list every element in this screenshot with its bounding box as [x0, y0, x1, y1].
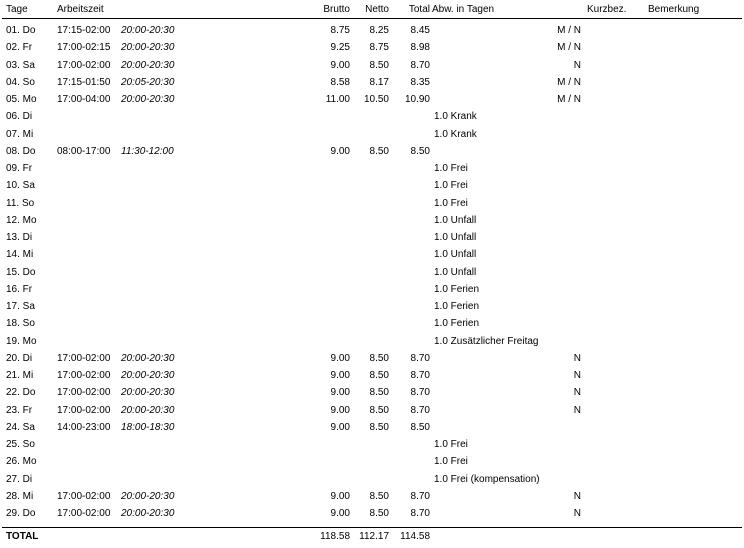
absence-cell: 1.0 Unfall	[434, 266, 477, 278]
day-cell: 08. Do	[6, 145, 36, 157]
day-cell: 11. So	[6, 197, 35, 209]
total-cell: 8.45	[410, 25, 430, 36]
work-time-cell: 17:15-02:00	[57, 25, 111, 36]
total-brutto: 118.58	[320, 531, 350, 542]
table-row	[0, 22, 744, 39]
kurzbez-cell: N	[573, 352, 581, 364]
total-cell: 8.70	[410, 490, 430, 502]
header-abw: Abw. in Tagen	[432, 4, 495, 15]
day-cell: 21. Mi	[6, 370, 34, 381]
header-divider	[2, 18, 742, 19]
brutto-cell: 9.00	[330, 145, 350, 157]
day-cell: 23. Fr	[6, 404, 33, 416]
brutto-cell: 9.25	[330, 42, 350, 54]
break-time-cell: 18:00-18:30	[121, 421, 175, 433]
total-cell: 8.50	[410, 421, 430, 433]
day-cell: 14. Mi	[6, 249, 34, 261]
netto-cell: 8.50	[369, 145, 389, 157]
brutto-cell: 9.00	[330, 352, 350, 364]
table-row	[0, 350, 744, 367]
table-row	[0, 195, 744, 212]
netto-cell: 8.50	[369, 59, 389, 71]
header-bemerkung: Bemerkung	[648, 4, 700, 15]
netto-cell: 8.50	[369, 404, 389, 416]
day-cell: 29. Do	[6, 508, 36, 519]
table-row	[0, 436, 744, 453]
table-row	[0, 402, 744, 419]
day-cell: 19. Mo	[6, 335, 37, 347]
break-time-cell: 20:00-20:30	[121, 59, 175, 71]
day-cell: 13. Di	[6, 232, 33, 243]
day-cell: 24. Sa	[6, 421, 35, 433]
brutto-cell: 9.00	[330, 59, 350, 71]
total-cell: 8.70	[410, 370, 430, 381]
netto-cell: 8.17	[369, 76, 389, 88]
day-cell: 25. So	[6, 439, 35, 450]
work-time-cell: 17:00-02:00	[57, 404, 111, 416]
total-cell: 8.98	[410, 42, 430, 54]
table-row	[0, 264, 744, 281]
header-total: Total	[408, 4, 430, 15]
netto-cell: 8.75	[369, 42, 389, 54]
netto-cell: 8.50	[369, 490, 389, 502]
brutto-cell: 9.00	[330, 387, 350, 399]
netto-cell: 8.50	[369, 387, 389, 399]
total-cell: 8.70	[410, 508, 430, 519]
table-row	[0, 74, 744, 91]
total-cell: 8.35	[410, 76, 430, 88]
table-row	[0, 281, 744, 298]
work-time-cell: 17:15-01:50	[57, 76, 111, 88]
absence-cell: 1.0 Krank	[434, 128, 477, 140]
work-time-cell: 17:00-04:00	[57, 94, 111, 105]
break-time-cell: 20:00-20:30	[121, 508, 175, 519]
kurzbez-cell: N	[573, 370, 581, 381]
table-row	[0, 57, 744, 74]
absence-cell: 1.0 Krank	[434, 111, 477, 123]
netto-cell: 8.50	[369, 508, 389, 519]
break-time-cell: 20:00-20:30	[121, 94, 175, 105]
day-cell: 10. Sa	[6, 180, 35, 192]
break-time-cell: 20:00-20:30	[121, 25, 175, 36]
day-cell: 26. Mo	[6, 456, 37, 468]
total-cell: 8.70	[410, 404, 430, 416]
netto-cell: 8.50	[369, 370, 389, 381]
table-row	[0, 505, 744, 522]
netto-cell: 10.50	[363, 94, 389, 105]
break-time-cell: 20:00-20:30	[121, 387, 175, 399]
work-time-cell: 17:00-02:00	[57, 59, 111, 71]
day-cell: 04. So	[6, 76, 35, 88]
break-time-cell: 20:05-20:30	[121, 76, 175, 88]
day-cell: 05. Mo	[6, 94, 37, 105]
work-time-cell: 17:00-02:15	[57, 42, 111, 54]
total-cell: 8.50	[410, 145, 430, 157]
day-cell: 02. Fr	[6, 42, 33, 54]
absence-cell: 1.0 Ferien	[434, 301, 480, 312]
break-time-cell: 20:00-20:30	[121, 352, 175, 364]
netto-cell: 8.25	[369, 25, 389, 36]
kurzbez-cell: M / N	[557, 42, 581, 54]
table-row	[0, 384, 744, 401]
table-row	[0, 91, 744, 108]
brutto-cell: 9.00	[330, 370, 350, 381]
total-cell: 10.90	[404, 94, 430, 105]
day-cell: 17. Sa	[6, 301, 35, 312]
brutto-cell: 8.58	[330, 76, 350, 88]
kurzbez-cell: M / N	[557, 94, 581, 105]
total-netto: 112.17	[359, 531, 389, 542]
brutto-cell: 9.00	[330, 508, 350, 519]
day-cell: 01. Do	[6, 25, 36, 36]
break-time-cell: 11:30-12:00	[121, 145, 174, 157]
absence-cell: 1.0 Frei	[434, 163, 468, 174]
day-cell: 15. Do	[6, 266, 36, 278]
work-time-cell: 14:00-23:00	[57, 421, 111, 433]
table-row	[0, 419, 744, 436]
header-kurzbez: Kurzbez.	[587, 4, 627, 15]
day-cell: 18. So	[6, 318, 35, 330]
day-cell: 28. Mi	[6, 490, 34, 502]
table-row	[0, 212, 744, 229]
table-row	[0, 229, 744, 246]
work-time-cell: 17:00-02:00	[57, 370, 111, 381]
brutto-cell: 8.75	[330, 25, 350, 36]
header-netto: Netto	[365, 4, 389, 15]
table-row	[0, 160, 744, 177]
break-time-cell: 20:00-20:30	[121, 42, 175, 54]
netto-cell: 8.50	[369, 421, 389, 433]
day-cell: 12. Mo	[6, 214, 37, 226]
table-row	[0, 488, 744, 505]
total-cell: 8.70	[410, 352, 430, 364]
kurzbez-cell: N	[573, 404, 581, 416]
table-row	[0, 143, 744, 160]
break-time-cell: 20:00-20:30	[121, 404, 175, 416]
table-row	[0, 108, 744, 125]
work-time-cell: 08:00-17:00	[57, 145, 111, 157]
day-cell: 03. Sa	[6, 59, 35, 71]
table-row	[0, 453, 744, 470]
day-cell: 22. Do	[6, 387, 36, 399]
day-cell: 09. Fr	[6, 163, 33, 174]
table-row	[0, 367, 744, 384]
work-time-cell: 17:00-02:00	[57, 352, 111, 364]
absence-cell: 1.0 Frei	[434, 456, 468, 468]
kurzbez-cell: N	[573, 387, 581, 399]
kurzbez-cell: N	[573, 490, 581, 502]
break-time-cell: 20:00-20:30	[121, 370, 175, 381]
absence-cell: 1.0 Frei	[434, 197, 468, 209]
absence-cell: 1.0 Frei	[434, 439, 468, 450]
table-row	[0, 298, 744, 315]
table-row	[0, 246, 744, 263]
total-cell: 8.70	[410, 59, 430, 71]
absence-cell: 1.0 Frei	[434, 180, 468, 192]
day-cell: 07. Mi	[6, 128, 34, 140]
table-row	[0, 126, 744, 143]
header-arbeitszeit: Arbeitszeit	[57, 4, 104, 15]
absence-cell: 1.0 Zusätzlicher Freitag	[434, 335, 539, 347]
table-row	[0, 315, 744, 332]
header-brutto: Brutto	[323, 4, 350, 15]
header-tage: Tage	[6, 4, 28, 15]
kurzbez-cell: M / N	[557, 25, 581, 36]
absence-cell: 1.0 Ferien	[434, 283, 480, 295]
total-row	[0, 528, 744, 545]
total-total: 114.58	[400, 531, 430, 542]
table-row	[0, 39, 744, 56]
day-cell: 16. Fr	[6, 283, 33, 295]
brutto-cell: 9.00	[330, 421, 350, 433]
table-row	[0, 333, 744, 350]
break-time-cell: 20:00-20:30	[121, 490, 175, 502]
day-cell: 27. Di	[6, 473, 33, 485]
brutto-cell: 11.00	[325, 94, 350, 105]
table-row	[0, 177, 744, 194]
absence-cell: 1.0 Ferien	[434, 318, 480, 330]
netto-cell: 8.50	[369, 352, 389, 364]
brutto-cell: 9.00	[330, 490, 350, 502]
total-label: TOTAL	[6, 531, 39, 542]
work-time-cell: 17:00-02:00	[57, 508, 111, 519]
work-time-cell: 17:00-02:00	[57, 490, 111, 502]
kurzbez-cell: N	[573, 59, 581, 71]
absence-cell: 1.0 Unfall	[434, 232, 477, 243]
day-cell: 06. Di	[6, 111, 33, 123]
day-cell: 20. Di	[6, 352, 33, 364]
table-row	[0, 471, 744, 488]
work-time-cell: 17:00-02:00	[57, 387, 111, 399]
kurzbez-cell: N	[573, 508, 581, 519]
absence-cell: 1.0 Frei (kompensation)	[434, 473, 540, 485]
brutto-cell: 9.00	[330, 404, 350, 416]
kurzbez-cell: M / N	[557, 76, 581, 88]
absence-cell: 1.0 Unfall	[434, 249, 477, 261]
absence-cell: 1.0 Unfall	[434, 214, 477, 226]
total-cell: 8.70	[410, 387, 430, 399]
